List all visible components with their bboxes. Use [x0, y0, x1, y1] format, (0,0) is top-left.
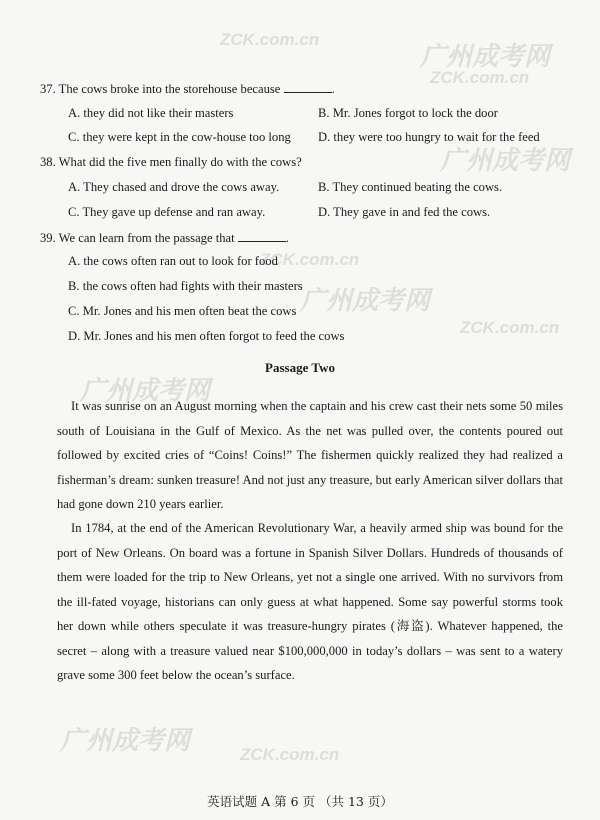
option-d — [318, 204, 490, 220]
watermark: 广州成考网 — [60, 725, 191, 755]
option-letter: D. — [318, 130, 331, 144]
page-footer: 英语试题 A 第 6 页 （共 13 页） — [207, 794, 393, 809]
option-letter: D. — [68, 329, 81, 343]
option-text: They chased and drove the cows away. — [83, 180, 280, 194]
question-stem: The cows broke into the storehouse because — [58, 82, 281, 96]
watermark: ZCK.com.cn — [260, 250, 360, 269]
watermark: ZCK.com.cn — [460, 318, 560, 337]
option-letter: B. — [68, 279, 80, 293]
paragraph-1: It was sunrise on an August morning when the captain and his crew cast their nets some 50 miles south of Louisiana in the Gulf of Mexico. As the net was pulled over, the contents poured out followed by excited cries of “Coins! Coins!” The fishermen quickly realized they had realized a fisherman’s dream: sunken treasure! And not just any treasure, but early American silver dollars that had gone down 210 years earlier. — [57, 399, 563, 511]
option-b — [68, 278, 303, 294]
option-text: Mr. Jones and his men often forgot to feed the cows — [83, 329, 345, 343]
question-37 — [40, 80, 335, 97]
watermark: 广州成考网 — [420, 41, 551, 71]
question-39 — [40, 229, 289, 246]
question-number: 39. — [40, 231, 56, 245]
option-a — [68, 179, 279, 195]
option-a — [68, 253, 278, 269]
option-d — [318, 129, 540, 145]
option-text: They gave in and fed the cows. — [333, 205, 491, 219]
option-letter: C. — [68, 205, 80, 219]
answer-blank — [284, 80, 332, 93]
paragraph-2: In 1784, at the end of the American Revolutionary War, a heavily armed ship was bound for the port of New Orleans. On board was a fortune in Spanish Silver Dollars. Hundreds of thousands of them were loaded for the trip to New Orleans, yet not a single one arrived. With no survivors from the ill-fated voyage, historians can only guess at what happened. Some say powerful storms took her down while others speculate it was treasure-hungry pirates (海盗). Whatever happened, the secret – along with a treasure valued near $100,000,000 in today’s dollars – was sent to a watery grave some 300 feet below the ocean’s surface. — [57, 521, 563, 682]
option-text: the cows often had fights with their masters — [82, 279, 303, 293]
question-end: . — [285, 231, 289, 245]
option-letter: D. — [318, 205, 331, 219]
option-a — [68, 105, 233, 121]
option-text: Mr. Jones and his men often beat the cows — [82, 304, 297, 318]
passage-title: Passage Two — [265, 360, 335, 375]
question-number: 38. — [40, 155, 56, 169]
option-d — [68, 328, 344, 344]
watermark: 广州成考网 — [80, 375, 211, 405]
option-text: the cows often ran out to look for food — [83, 254, 278, 268]
option-letter: B. — [318, 106, 330, 120]
answer-blank — [238, 229, 286, 242]
option-b — [318, 105, 498, 121]
option-c — [68, 204, 265, 220]
option-text: They continued beating the cows. — [332, 180, 503, 194]
question-end: . — [331, 82, 335, 96]
question-number: 37. — [40, 82, 56, 96]
option-text: they did not like their masters — [83, 106, 234, 120]
option-text: They gave up defense and ran away. — [82, 205, 266, 219]
watermark: 广州成考网 — [300, 285, 431, 315]
option-c — [68, 129, 291, 145]
option-text: they were too hungry to wait for the feed — [333, 130, 540, 144]
watermark: ZCK.com.cn — [240, 745, 340, 764]
option-letter: C. — [68, 130, 80, 144]
question-stem: What did the five men finally do with the cows? — [58, 155, 302, 169]
watermark: ZCK.com.cn — [430, 68, 530, 87]
option-b — [318, 179, 502, 195]
option-letter: C. — [68, 304, 80, 318]
option-letter: A. — [68, 254, 81, 268]
question-stem: We can learn from the passage that — [58, 231, 235, 245]
watermark: 广州成考网 — [440, 145, 571, 175]
option-text: Mr. Jones forgot to lock the door — [332, 106, 498, 120]
option-letter: A. — [68, 106, 81, 120]
watermark: ZCK.com.cn — [220, 30, 320, 49]
question-38 — [40, 154, 302, 170]
option-letter: A. — [68, 180, 81, 194]
option-c — [68, 303, 296, 319]
option-letter: B. — [318, 180, 330, 194]
option-text: they were kept in the cow-house too long — [82, 130, 291, 144]
